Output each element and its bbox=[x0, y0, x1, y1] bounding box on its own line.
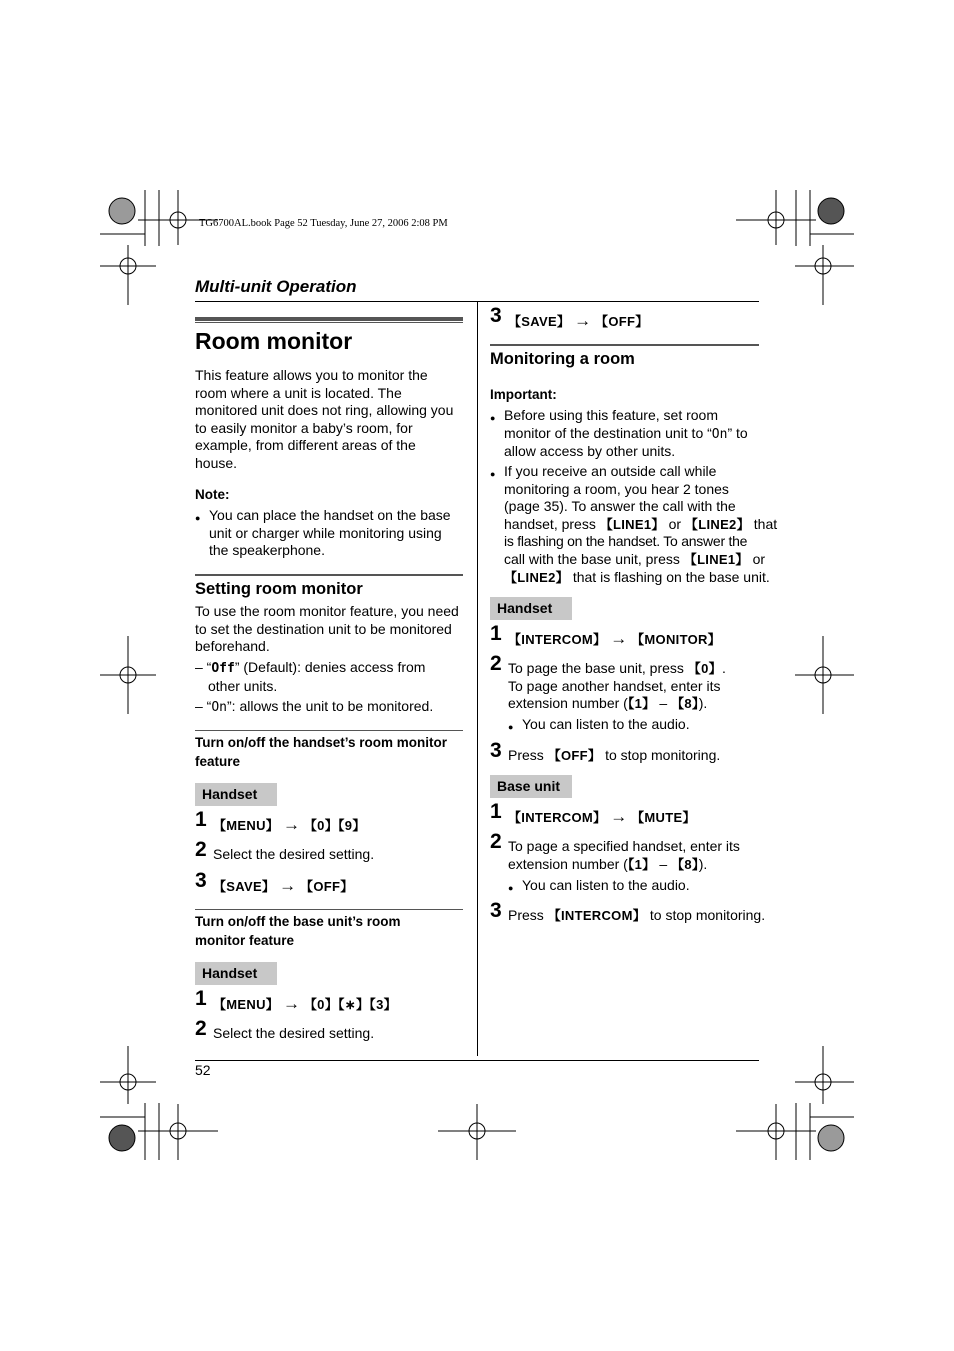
bullet-icon: ● bbox=[508, 883, 514, 893]
setting-line: To use the room monitor feature, you need bbox=[195, 603, 459, 619]
handset-tag: Handset bbox=[490, 597, 572, 620]
setting-heading: Setting room monitor bbox=[195, 580, 363, 598]
handset-tag: Handset bbox=[195, 783, 277, 806]
intro-line: This feature allows you to monitor the bbox=[195, 367, 428, 383]
heading-rule bbox=[195, 317, 463, 321]
option-off: – “Off” (Default): denies access from other units. bbox=[195, 659, 426, 694]
heading-rule-thin bbox=[195, 322, 463, 323]
important-label: Important: bbox=[490, 387, 557, 402]
sub1-heading: Turn on/off the handset’s room monitor feature bbox=[195, 735, 447, 769]
bullet-icon: ● bbox=[195, 513, 201, 523]
note-line: unit or charger while monitoring using bbox=[209, 524, 442, 541]
footer-rule bbox=[195, 1060, 759, 1061]
column-divider bbox=[477, 302, 478, 1056]
page-number: 52 bbox=[195, 1062, 211, 1078]
section-rule bbox=[195, 574, 463, 576]
setting-line: to set the destination unit to be monitored bbox=[195, 620, 452, 637]
intro-line: monitored unit does not ring, allowing you bbox=[195, 402, 454, 419]
section-rule bbox=[490, 344, 759, 346]
note-line: the speakerphone. bbox=[209, 542, 325, 559]
intro-line: example, from different areas of the bbox=[195, 437, 416, 454]
sub2-heading: Turn on/off the base unit’s room monitor feature bbox=[195, 914, 401, 948]
intro-line: house. bbox=[195, 454, 238, 471]
note-line: You can place the handset on the base bbox=[209, 507, 451, 523]
intro-line: to easily monitor a baby’s room, for bbox=[195, 419, 413, 436]
monitor-heading: Monitoring a room bbox=[490, 350, 635, 368]
intro-paragraph bbox=[195, 367, 465, 473]
bullet-icon: ● bbox=[490, 469, 496, 479]
setting-paragraph bbox=[195, 603, 465, 656]
print-info: TG6700AL.book Page 52 Tuesday, June 27, 2006 2:08 PM bbox=[199, 218, 448, 229]
sub-rule bbox=[195, 730, 463, 731]
option-on: – “On”: allows the unit to be monitored. bbox=[195, 698, 434, 715]
page-heading: Room monitor bbox=[195, 328, 353, 354]
intro-line: room where a unit is located. The bbox=[195, 384, 402, 401]
note-label: Note: bbox=[195, 487, 230, 502]
handset-tag: Handset bbox=[195, 962, 277, 985]
section-title: Multi-unit Operation bbox=[195, 277, 357, 296]
base-unit-tag: Base unit bbox=[490, 775, 572, 798]
bullet-icon: ● bbox=[508, 722, 514, 732]
setting-line: beforehand. bbox=[195, 638, 270, 655]
bullet-icon: ● bbox=[490, 413, 496, 423]
sub-rule bbox=[195, 909, 463, 910]
